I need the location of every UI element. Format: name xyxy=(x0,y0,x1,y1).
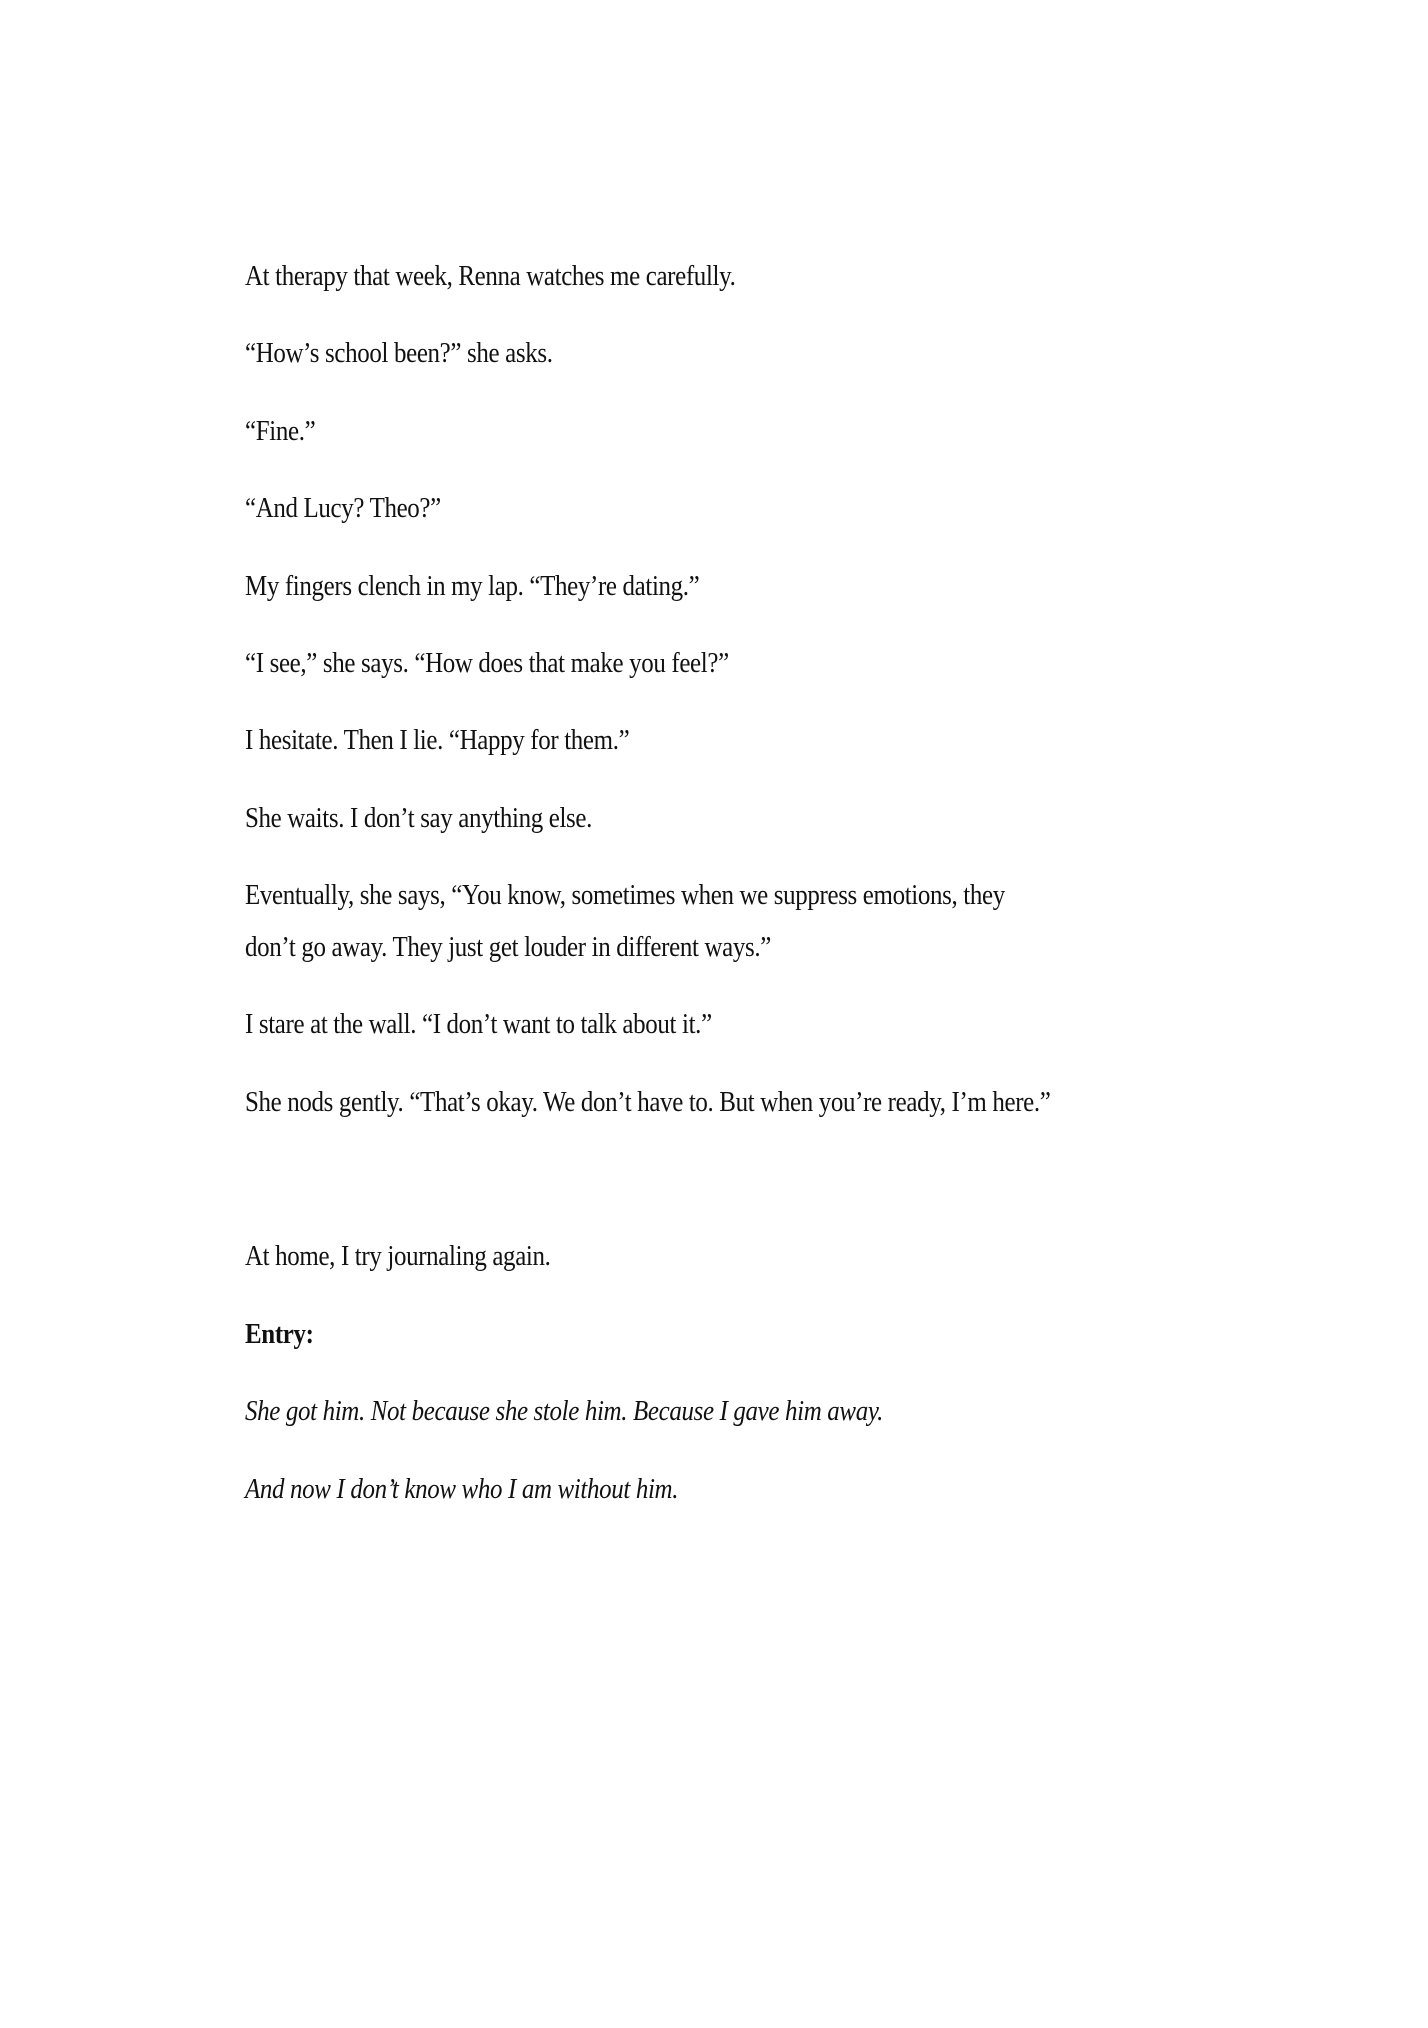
paragraph-hesitate: I hesitate. Then I lie. “Happy for them.” xyxy=(245,724,630,756)
paragraph-nods: She nods gently. “That’s okay. We don’t have to. But when you’re ready, I’m here.” xyxy=(245,1086,1051,1118)
paragraph-dating: My fingers clench in my lap. “They’re dating.” xyxy=(245,570,700,602)
paragraph-suppress-emotions: Eventually, she says, “You know, sometimes when we suppress emotions, they don’t go away. They just get louder in different ways.” xyxy=(245,879,1005,963)
paragraph-fine: “Fine.” xyxy=(245,415,316,447)
journal-line: And now I don’t know who I am without him. xyxy=(245,1473,679,1505)
paragraph-journaling: At home, I try journaling again. xyxy=(245,1240,551,1272)
paragraph-school-question: “How’s school been?” she asks. xyxy=(245,337,553,369)
entry-heading: Entry: xyxy=(245,1318,314,1350)
paragraph-stare-wall: I stare at the wall. “I don’t want to talk about it.” xyxy=(245,1008,712,1040)
paragraph-therapy-intro: At therapy that week, Renna watches me carefully. xyxy=(245,260,736,292)
paragraph-feel-question: “I see,” she says. “How does that make you feel?” xyxy=(245,647,729,679)
paragraph-waits: She waits. I don’t say anything else. xyxy=(245,802,593,834)
paragraph-lucy-theo: “And Lucy? Theo?” xyxy=(245,492,441,524)
journal-line: She got him. Not because she stole him. Because I gave him away. xyxy=(245,1395,884,1427)
